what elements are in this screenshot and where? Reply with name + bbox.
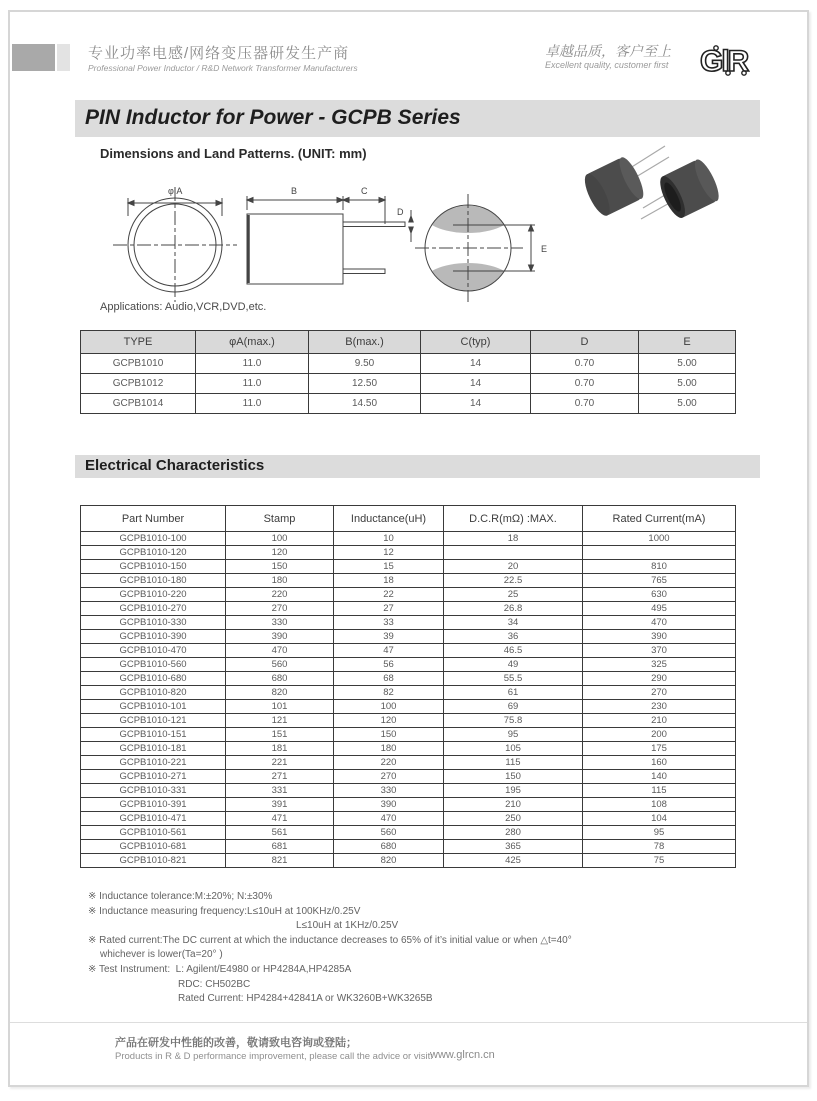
table-cell: GCPB1010-270 [81, 602, 226, 616]
table-cell: GCPB1012 [81, 374, 196, 394]
table-cell: 325 [583, 658, 736, 672]
table-cell: 471 [226, 812, 334, 826]
table-cell: 34 [444, 616, 583, 630]
table-row [81, 798, 736, 812]
table-cell: 82 [334, 686, 444, 700]
table-cell: 5.00 [639, 394, 736, 414]
table-cell: 78 [583, 840, 736, 854]
table-cell: 820 [226, 686, 334, 700]
footer-note-cn: 产品在研发中性能的改善，敬请致电咨询或登陆； [115, 1037, 357, 1049]
table-cell: GCPB1010-100 [81, 532, 226, 546]
table-row [81, 374, 736, 394]
table-cell: 765 [583, 574, 736, 588]
table-cell: 27 [334, 602, 444, 616]
table-cell: 821 [226, 854, 334, 868]
table-cell [444, 546, 583, 560]
col-header: B(max.) [309, 331, 421, 354]
table-cell: 5.00 [639, 354, 736, 374]
col-header: Stamp [226, 506, 334, 532]
table-cell: 560 [334, 826, 444, 840]
table-row [81, 714, 736, 728]
table-cell: 14.50 [309, 394, 421, 414]
table-cell: GCPB1010-220 [81, 588, 226, 602]
table-cell: 1000 [583, 532, 736, 546]
note-line: ※ Rated current:The DC current at which the inductance decreases to 65% of it’s initial value or when △t=40° [88, 934, 572, 946]
logo-text: GlR [700, 45, 748, 78]
table-cell: 390 [226, 630, 334, 644]
table-cell: 47 [334, 644, 444, 658]
electrical-heading-bar [75, 455, 760, 478]
table-cell: 181 [226, 742, 334, 756]
col-header: D [531, 331, 639, 354]
table-cell: 75.8 [444, 714, 583, 728]
table-cell: GCPB1010 [81, 354, 196, 374]
table-row [81, 728, 736, 742]
table-cell: 470 [334, 812, 444, 826]
note-line: whichever is lower(Ta=20° ) [100, 949, 223, 961]
table-cell: 22 [334, 588, 444, 602]
table-cell: 250 [444, 812, 583, 826]
applications-text: Applications: Audio,VCR,DVD,etc. [100, 301, 267, 313]
table-cell: 115 [444, 756, 583, 770]
table-row [81, 854, 736, 868]
note-line: L≤10uH at 1KHz/0.25V [296, 920, 399, 932]
footer-note-en: Products in R & D performance improvement, please call the advice or visit: [115, 1051, 433, 1062]
table-row [81, 574, 736, 588]
col-header: TYPE [81, 331, 196, 354]
table-cell: 210 [583, 714, 736, 728]
table-cell: 36 [444, 630, 583, 644]
table-cell: 14 [421, 394, 531, 414]
table-cell: 10 [334, 532, 444, 546]
table-cell: 200 [583, 728, 736, 742]
table-cell: 425 [444, 854, 583, 868]
table-cell: GCPB1014 [81, 394, 196, 414]
table-row [81, 630, 736, 644]
table-cell: 390 [583, 630, 736, 644]
table-row [81, 672, 736, 686]
table-row [81, 394, 736, 414]
table-cell: 5.00 [639, 374, 736, 394]
page-title: PIN Inductor for Power - GCPB Series [85, 106, 461, 129]
table-cell: 108 [583, 798, 736, 812]
table-cell: 680 [226, 672, 334, 686]
dim-label-a: φ A [168, 186, 183, 196]
table-cell: 0.70 [531, 374, 639, 394]
table-cell: 121 [226, 714, 334, 728]
table-cell: 104 [583, 812, 736, 826]
table-cell: GCPB1010-560 [81, 658, 226, 672]
slogan-cn: 卓越品质，客户至上 [545, 45, 671, 60]
table-cell: GCPB1010-471 [81, 812, 226, 826]
table-row [81, 826, 736, 840]
table-row [81, 770, 736, 784]
table-cell: 18 [444, 532, 583, 546]
table-cell: 330 [334, 784, 444, 798]
table-cell: 270 [583, 686, 736, 700]
table-cell: GCPB1010-391 [81, 798, 226, 812]
table-row [81, 602, 736, 616]
table-cell: 561 [226, 826, 334, 840]
table-row [81, 658, 736, 672]
table-cell: 14 [421, 374, 531, 394]
deco-square-light [57, 44, 70, 71]
table-cell: 12.50 [309, 374, 421, 394]
product-photo [575, 138, 725, 233]
table-cell: 101 [226, 700, 334, 714]
table-row [81, 756, 736, 770]
brand-name-en: Professional Power Inductor / R&D Network Transformer Manufacturers [88, 63, 358, 73]
table-cell: 11.0 [196, 354, 309, 374]
table-cell: 33 [334, 616, 444, 630]
note-line: Rated Current: HP4284+42841A or WK3260B+WK3265B [178, 993, 433, 1005]
table-row [81, 560, 736, 574]
table-cell: 95 [444, 728, 583, 742]
table-row [81, 616, 736, 630]
dimensions-table [80, 330, 736, 414]
table-row [81, 742, 736, 756]
dimension-drawings [95, 182, 565, 302]
table-cell: GCPB1010-271 [81, 770, 226, 784]
table-cell: GCPB1010-680 [81, 672, 226, 686]
table-cell: GCPB1010-561 [81, 826, 226, 840]
slogan-en: Excellent quality, customer first [545, 60, 669, 70]
table-cell: GCPB1010-121 [81, 714, 226, 728]
table-cell: 150 [334, 728, 444, 742]
table-cell: 195 [444, 784, 583, 798]
table-cell: 20 [444, 560, 583, 574]
table-cell: GCPB1010-180 [81, 574, 226, 588]
note-line: ※ Inductance measuring frequency:L≤10uH at 100KHz/0.25V [88, 905, 361, 917]
table-cell: 18 [334, 574, 444, 588]
title-bar [75, 100, 760, 137]
table-cell: 26.8 [444, 602, 583, 616]
dim-label-e: E [541, 244, 548, 254]
dimensions-heading: Dimensions and Land Patterns. (UNIT: mm) [100, 146, 367, 161]
table-row [81, 588, 736, 602]
company-logo-icon [698, 40, 750, 80]
table-cell: 370 [583, 644, 736, 658]
table-row [81, 532, 736, 546]
brand-name-cn: 专业功率电感/网络变压器研发生产商 [88, 45, 350, 62]
table-cell: 14 [421, 354, 531, 374]
col-header: φA(max.) [196, 331, 309, 354]
table-cell: 290 [583, 672, 736, 686]
table-cell: 25 [444, 588, 583, 602]
note-line: RDC: CH502BC [178, 978, 251, 990]
footer-divider [10, 1022, 807, 1023]
table-cell: GCPB1010-470 [81, 644, 226, 658]
footer-url-link[interactable]: www.glrcn.cn [430, 1049, 495, 1061]
table-cell: 330 [226, 616, 334, 630]
table-cell: 495 [583, 602, 736, 616]
table-cell: 140 [583, 770, 736, 784]
table-cell: 12 [334, 546, 444, 560]
table-cell: 100 [226, 532, 334, 546]
table-cell: 56 [334, 658, 444, 672]
table-cell: 95 [583, 826, 736, 840]
table-cell: 470 [583, 616, 736, 630]
table-row [81, 686, 736, 700]
table-cell: 630 [583, 588, 736, 602]
table-cell: 100 [334, 700, 444, 714]
table-cell: GCPB1010-331 [81, 784, 226, 798]
table-cell: 61 [444, 686, 583, 700]
dim-label-d: D [397, 207, 404, 217]
table-cell: 365 [444, 840, 583, 854]
table-cell: GCPB1010-101 [81, 700, 226, 714]
electrical-heading: Electrical Characteristics [85, 457, 265, 474]
table-cell: 560 [226, 658, 334, 672]
table-cell: 180 [334, 742, 444, 756]
table-cell: GCPB1010-681 [81, 840, 226, 854]
table-cell: 68 [334, 672, 444, 686]
deco-square-dark [12, 44, 55, 71]
table-cell: 151 [226, 728, 334, 742]
table-cell: 331 [226, 784, 334, 798]
col-header: D.C.R(mΩ) :MAX. [444, 506, 583, 532]
table-row [81, 354, 736, 374]
notes-block [88, 891, 572, 1008]
col-header: Part Number [81, 506, 226, 532]
table-cell: 150 [226, 560, 334, 574]
table-cell: 391 [226, 798, 334, 812]
table-cell: 120 [226, 546, 334, 560]
table-row [81, 644, 736, 658]
table-cell: 15 [334, 560, 444, 574]
table-cell: GCPB1010-151 [81, 728, 226, 742]
table-cell: 75 [583, 854, 736, 868]
table-cell: 221 [226, 756, 334, 770]
table-cell: 0.70 [531, 394, 639, 414]
table-cell: 105 [444, 742, 583, 756]
table-cell: GCPB1010-120 [81, 546, 226, 560]
table-cell: 270 [226, 602, 334, 616]
table-cell: 470 [226, 644, 334, 658]
table-cell: 0.70 [531, 354, 639, 374]
dim-label-c: C [361, 186, 368, 196]
table-cell: GCPB1010-390 [81, 630, 226, 644]
dimensions-table-header-row [81, 331, 736, 354]
table-cell: 210 [444, 798, 583, 812]
table-cell: 271 [226, 770, 334, 784]
table-cell: 160 [583, 756, 736, 770]
table-cell: 55.5 [444, 672, 583, 686]
table-row [81, 784, 736, 798]
table-cell: 175 [583, 742, 736, 756]
table-cell: 180 [226, 574, 334, 588]
table-cell: 46.5 [444, 644, 583, 658]
table-cell: 270 [334, 770, 444, 784]
col-header: Rated Current(mA) [583, 506, 736, 532]
table-cell: GCPB1010-150 [81, 560, 226, 574]
table-cell: 220 [226, 588, 334, 602]
table-cell: 390 [334, 798, 444, 812]
table-cell: 820 [334, 854, 444, 868]
dim-label-b: B [291, 186, 298, 196]
table-cell: 115 [583, 784, 736, 798]
table-row [81, 700, 736, 714]
table-row [81, 546, 736, 560]
table-cell: GCPB1010-330 [81, 616, 226, 630]
col-header: E [639, 331, 736, 354]
table-cell: 230 [583, 700, 736, 714]
table-cell: 120 [334, 714, 444, 728]
table-cell: 810 [583, 560, 736, 574]
table-cell: GCPB1010-821 [81, 854, 226, 868]
table-cell: 22.5 [444, 574, 583, 588]
note-line: ※ Test Instrument: L: Agilent/E4980 or HP4284A,HP4285A [88, 963, 352, 975]
table-cell: 39 [334, 630, 444, 644]
table-cell [583, 546, 736, 560]
table-cell: 280 [444, 826, 583, 840]
col-header: Inductance(uH) [334, 506, 444, 532]
table-cell: 49 [444, 658, 583, 672]
table-cell: GCPB1010-181 [81, 742, 226, 756]
table-cell: 681 [226, 840, 334, 854]
table-cell: 680 [334, 840, 444, 854]
col-header: C(typ) [421, 331, 531, 354]
table-cell: GCPB1010-820 [81, 686, 226, 700]
table-cell: 220 [334, 756, 444, 770]
table-cell: 150 [444, 770, 583, 784]
table-cell: 9.50 [309, 354, 421, 374]
table-row [81, 840, 736, 854]
table-cell: 11.0 [196, 394, 309, 414]
table-cell: 11.0 [196, 374, 309, 394]
table-row [81, 812, 736, 826]
note-line: ※ Inductance tolerance:M:±20%; N:±30% [88, 891, 273, 902]
electrical-table-header-row [81, 506, 736, 532]
table-cell: GCPB1010-221 [81, 756, 226, 770]
electrical-table [80, 505, 736, 868]
table-cell: 69 [444, 700, 583, 714]
